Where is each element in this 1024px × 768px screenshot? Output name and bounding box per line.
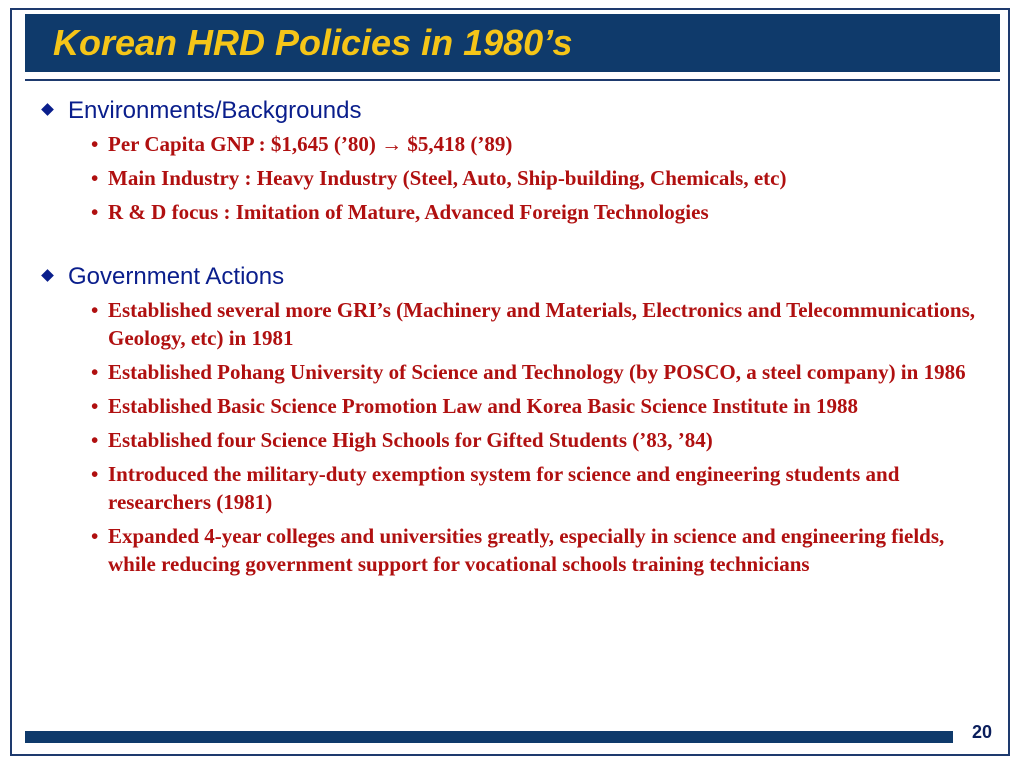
list-item-text: Established four Science High Schools for Gifted Students (’83, ’84) (108, 428, 713, 452)
section-government-actions (40, 260, 1000, 578)
list-item-text: Established several more GRI’s (Machinery and Materials, Electronics and Telecommunications, Geology, etc) in 1981 (108, 298, 975, 350)
diamond-bullet-icon (41, 269, 54, 282)
list-item-text: Established Basic Science Promotion Law and Korea Basic Science Institute in 1988 (108, 394, 858, 418)
list-item-text: R & D focus : Imitation of Mature, Advanced Foreign Technologies (108, 200, 709, 224)
bullet-dot-icon: • (91, 298, 99, 322)
list-item-text: Established Pohang University of Science and Technology (by POSCO, a steel company) in 1986 (108, 360, 966, 384)
bullet-dot-icon: • (91, 200, 99, 224)
section-environments (40, 94, 1000, 226)
section-heading (40, 260, 1000, 294)
list-item-text: Expanded 4-year colleges and universities greatly, especially in science and engineering fields, while reducing government support for vocational schools training technicians (108, 524, 945, 576)
list-item (40, 164, 1000, 192)
bullet-dot-icon: • (91, 524, 99, 548)
section-heading (40, 94, 1000, 128)
bullet-dot-icon: • (91, 132, 99, 156)
bullet-dot-icon: • (91, 360, 99, 384)
list-item (40, 130, 1000, 158)
list-item (40, 358, 1000, 386)
list-item (40, 460, 1000, 516)
title-bar (25, 14, 1000, 72)
diamond-bullet-icon (41, 103, 54, 116)
page-number: 20 (971, 722, 993, 742)
list-item (40, 296, 1000, 352)
slide-title: Korean HRD Policies in 1980’s (53, 22, 573, 63)
bullet-dot-icon: • (91, 462, 99, 486)
title-divider (25, 79, 1000, 81)
bullet-dot-icon: • (91, 166, 99, 190)
section-heading-text: Environments/Backgrounds (68, 97, 362, 124)
list-item (40, 198, 1000, 226)
section-heading-text: Government Actions (68, 263, 285, 290)
list-item-text: Main Industry : Heavy Industry (Steel, Auto, Ship-building, Chemicals, etc) (108, 166, 787, 190)
slide-content (40, 94, 1000, 584)
bullet-dot-icon: • (91, 394, 99, 418)
list-item (40, 426, 1000, 454)
footer-bar (25, 731, 953, 743)
list-item (40, 522, 1000, 578)
bullet-dot-icon: • (91, 428, 99, 452)
list-item-text: Per Capita GNP : $1,645 (’80) → $5,418 (’89) (108, 132, 513, 156)
list-item (40, 392, 1000, 420)
list-item-text: Introduced the military-duty exemption system for science and engineering students and researchers (1981) (108, 462, 900, 514)
bullet-list (40, 130, 1000, 226)
bullet-list (40, 296, 1000, 578)
